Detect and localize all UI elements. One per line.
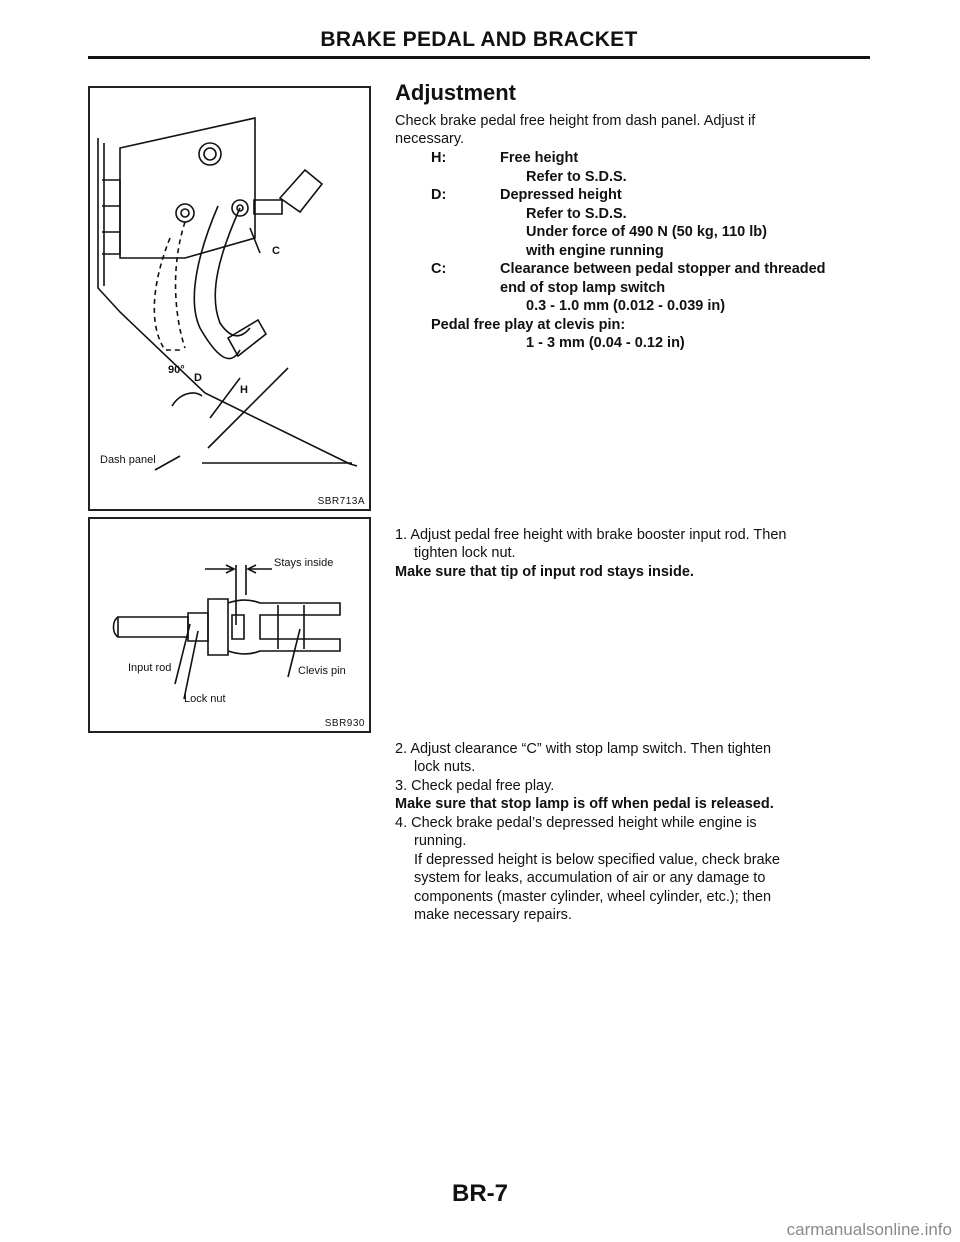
- step-2-line-2: lock nuts.: [414, 759, 476, 775]
- figure-code: SBR930: [324, 718, 365, 729]
- step-1-line-1: 1. Adjust pedal free height with brake booster input rod. Then: [395, 527, 787, 543]
- spec-free-play-key: Pedal free play at clevis pin:: [431, 317, 626, 333]
- spec-h-key: H:: [431, 150, 447, 166]
- dimension-c-label: C: [272, 245, 280, 257]
- step-4-para-1: If depressed height is below specified value, check brake: [414, 852, 780, 868]
- spec-c-value: 0.3 - 1.0 mm (0.012 - 0.039 in): [526, 298, 726, 314]
- figure-code: SBR713A: [317, 496, 365, 507]
- step-4-para-4: make necessary repairs.: [414, 907, 572, 923]
- section-title: Adjustment: [395, 80, 516, 105]
- spec-c-label-2: end of stop lamp switch: [500, 280, 666, 296]
- clevis-diagram: [90, 519, 373, 735]
- input-rod-label: Input rod: [128, 662, 172, 674]
- angle-label: 90°: [168, 364, 185, 376]
- intro-line-2: necessary.: [395, 131, 465, 147]
- stays-inside-label: Stays inside: [274, 557, 334, 569]
- spec-d-engine: with engine running: [526, 243, 664, 259]
- step-4-para-3: components (master cylinder, wheel cylinder, etc.); then: [414, 889, 772, 905]
- step-3-note: Make sure that stop lamp is off when pedal is released.: [395, 796, 774, 812]
- lock-nut-label: Lock nut: [184, 693, 226, 705]
- step-1-note: Make sure that tip of input rod stays inside.: [395, 564, 694, 580]
- spec-free-play-value: 1 - 3 mm (0.04 - 0.12 in): [526, 335, 685, 351]
- dash-panel-label: Dash panel: [100, 454, 156, 466]
- page-number: BR-7: [451, 1180, 508, 1207]
- dimension-d-label: D: [194, 372, 202, 384]
- intro-line-1: Check brake pedal free height from dash panel. Adjust if: [395, 113, 756, 129]
- input-rod-figure: [88, 517, 371, 733]
- step-4-line-1: 4. Check brake pedal’s depressed height while engine is: [395, 815, 757, 831]
- page-header-title: BRAKE PEDAL AND BRACKET: [320, 28, 638, 51]
- step-1-line-2: tighten lock nut.: [414, 545, 516, 561]
- pedal-height-figure: [88, 86, 371, 511]
- pedal-diagram: [90, 88, 373, 513]
- dimension-h-label: H: [240, 384, 248, 396]
- step-3: 3. Check pedal free play.: [395, 778, 555, 794]
- spec-c-key: C:: [431, 261, 447, 277]
- spec-h-label: Free height: [500, 150, 579, 166]
- spec-d-force: Under force of 490 N (50 kg, 110 lb): [526, 224, 767, 240]
- clevis-pin-label: Clevis pin: [298, 665, 346, 677]
- step-4-line-2: running.: [414, 833, 467, 849]
- spec-h-value: Refer to S.D.S.: [526, 169, 627, 185]
- header-rule: [88, 56, 870, 59]
- spec-d-value: Refer to S.D.S.: [526, 206, 627, 222]
- step-4-para-2: system for leaks, accumulation of air or any damage to: [414, 870, 766, 886]
- watermark: carmanualsonline.info: [786, 1220, 952, 1239]
- spec-d-key: D:: [431, 187, 447, 203]
- step-2-line-1: 2. Adjust clearance “C” with stop lamp switch. Then tighten: [395, 741, 772, 757]
- spec-d-label: Depressed height: [500, 187, 622, 203]
- spec-c-label: Clearance between pedal stopper and threaded: [500, 261, 826, 277]
